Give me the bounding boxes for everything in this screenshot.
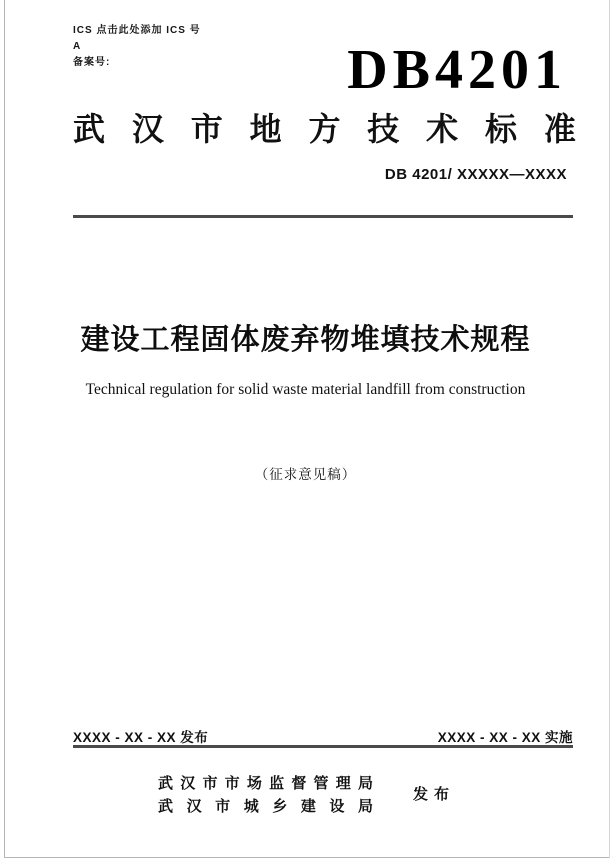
footer-divider: [73, 745, 573, 748]
dates-row: [73, 726, 573, 746]
document-number: DB 4201/ XXXXX—XXXX: [384, 166, 567, 183]
title-chinese: 建设工程固体废弃物堆填技术规程: [80, 324, 531, 356]
ics-number-placeholder[interactable]: ICS 点击此处添加 ICS 号: [73, 25, 201, 36]
standard-type-title: 武 汉 市 地 方 技 术 标 准: [73, 111, 576, 147]
publisher-line: 武 汉 市 市 场 监 督 管 理 局: [158, 775, 373, 792]
header-divider: [73, 215, 573, 218]
issue-date: XXXX - XX - XX 发布: [73, 730, 209, 745]
page-edge-right: [609, 0, 610, 858]
publishers-block: [158, 772, 373, 818]
page-edge-left: [4, 0, 5, 857]
publisher-line: 武 汉 市 城 乡 建 设 局: [158, 798, 373, 815]
page-edge-bottom: [4, 857, 609, 858]
title-english: Technical regulation for solid waste material landfill from construction: [85, 381, 526, 398]
standard-code: DB4201: [347, 39, 567, 101]
record-number-label: 备案号:: [73, 57, 111, 68]
draft-status: （征求意见稿）: [254, 467, 357, 482]
classification-code: A: [73, 41, 82, 52]
publish-label: 发布: [413, 786, 456, 803]
implement-date: XXXX - XX - XX 实施: [437, 730, 573, 745]
